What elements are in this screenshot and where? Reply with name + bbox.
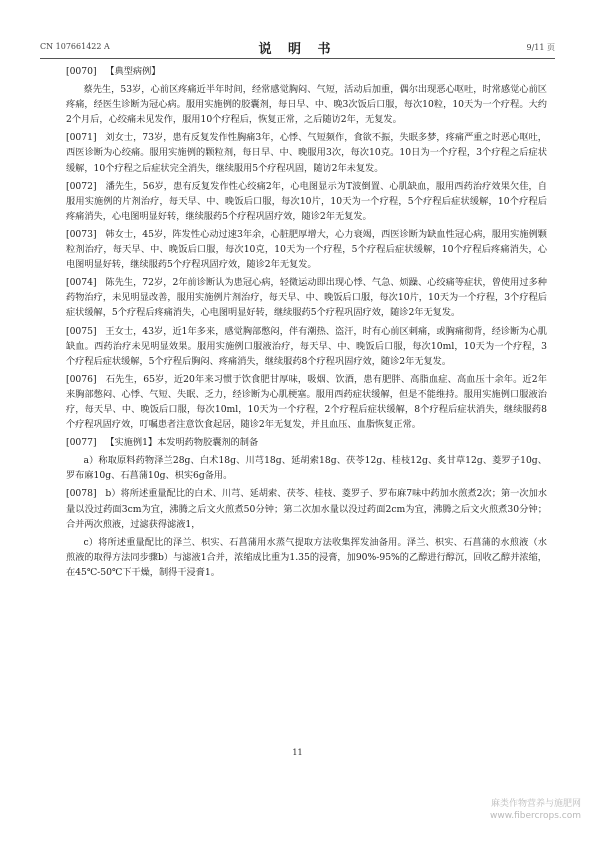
- watermark: [490, 798, 581, 822]
- paragraph-0078: [66, 486, 547, 531]
- paragraph-id: [0074]: [66, 277, 97, 289]
- paragraph-0076: [66, 372, 547, 432]
- publication-number: CN 107661422 A: [40, 42, 110, 51]
- paragraph-0072: [66, 179, 547, 224]
- paragraph-0074: [66, 275, 547, 320]
- paragraph-case-1: [66, 82, 547, 127]
- paragraph-id: [0073]: [66, 228, 97, 240]
- watermark-url: www.fibercrops.com: [490, 811, 581, 821]
- paragraph-id: [0072]: [66, 180, 97, 192]
- page-header: [40, 38, 555, 56]
- paragraph-step-c: [66, 535, 547, 580]
- paragraph-0071: [66, 130, 547, 175]
- watermark-site-name: 麻类作物营养与施肥网: [490, 799, 581, 809]
- paragraph-text: 陈先生，72岁，2年前诊断认为患冠心病，轻微运动即出现心悸、气急、烦躁、心绞痛等症状，曾使用过多种药物治疗，未见明显改善，服用实施例片剂治疗，每天早、中、晚饭后口服，每次10片，10天为一个疗程，3个疗程后症状缓解，5个疗程后疼痛消失，心电图明显好转，继续服药5个疗程巩固疗效，随诊2年无复发。: [66, 277, 547, 319]
- page-info: 9/11 页: [526, 43, 555, 52]
- paragraph-0075: [66, 324, 547, 369]
- paragraph-text: c）将所述重量配比的泽兰、枳实、石菖蒲用水蒸气提取方法收集挥发油备用。泽兰、枳实、石菖蒲的水煎液（水煎液的取得方法同步骤b）与滤液1合并，浓缩成比重为1.35的浸膏，加90%-95%的乙醇进行醇沉，回收乙醇并浓缩，在45℃-50℃下干燥，制得干浸膏1。: [66, 536, 547, 578]
- paragraph-id: [0077]: [66, 437, 97, 449]
- header-rule: [40, 58, 555, 59]
- paragraph-id: [0071]: [66, 132, 97, 144]
- document-title: 说 明 书: [258, 42, 337, 57]
- paragraph-text: a）称取原料药物泽兰28g、白术18g、川芎18g、延胡索18g、茯苓12g、桂枝12g、炙甘草12g、菱罗子10g、罗布麻10g、石菖蒲10g、枳实6g备用。: [66, 455, 547, 482]
- paragraph-text: 韩女士，45岁，阵发性心动过速3年余，心脏肥厚增大，心力衰竭，西医诊断为缺血性冠心病，服用实施例颗粒剂治疗，每天早、中、晚饭后口服，每次10克，10天为一个疗程，5个疗程后症状缓解，10个疗程后疼痛消失，心电图明显好转，继续服药5个疗程巩固疗效，随诊2年无复发。: [66, 228, 547, 271]
- paragraph-text: 蔡先生，53岁，心前区疼痛近半年时间，经常感觉胸闷、气短，活动后加重，偶尔出现恶心呕吐，时常感觉心前区疼痛，经医生诊断为冠心病。服用实施例的胶囊剂，每日早、中、晚3次饭后口服，每次10粒，10天为一个疗程。大约2个月后，心绞痛未见发作，服用10个疗程后，恢复正常，之后随访2年，无复发。: [66, 84, 547, 126]
- paragraph-id: [0075]: [66, 325, 97, 337]
- paragraph-text: b）将所述重量配比的白术、川芎、延胡索、茯苓、桂枝、菱罗子、罗布麻7味中药加水煎煮2次；第一次加水量以没过药面3cm为宜，沸腾之后文火煎煮50分钟；第二次加水量以没过药面2cm为宜，沸腾之后文火煎煮30分钟；合并两次煎液，过滤获得滤液1，: [66, 488, 547, 530]
- document-body: [66, 64, 547, 583]
- paragraph-0070: [66, 64, 547, 79]
- paragraph-text: 【实施例1】本发明药物胶囊剂的制备: [105, 437, 259, 449]
- paragraph-text: 王女士，43岁，近1年多来，感觉胸部憋闷，伴有潮热、盗汗，时有心前区刺痛，或胸痛彻背，经诊断为心肌缺血。西药治疗未见明显效果。服用实施例口服液治疗，每天早、中、晚饭后口服，每次10ml，10天为一个疗程，3个疗程后症状缓解，5个疗程后胸闷、疼痛消失，继续服药8个疗程巩固疗效，随诊2年无复发。: [66, 325, 547, 367]
- paragraph-text: 石先生，65岁，近20年来习惯于饮食肥甘厚味，吸烟、饮酒，患有肥胖、高脂血症、高血压十余年。近2年来胸部憋闷、心悸、气短、失眠、乏力，经诊断为心肌梗塞。服用西药症状缓解，但是不能维持。服用实施例口服液治疗，每天早、中、晚饭后口服，每次10ml，10天为一个疗程，2个疗程后症状缓解，8个疗程后症状消失，继续服药8个疗程巩固疗效，叮嘱患者注意饮食起居，随诊2年无复发，并且血压、血脂恢复正常。: [66, 373, 547, 431]
- paragraph-text: 【典型病例】: [105, 66, 161, 77]
- paragraph-0077: [66, 435, 547, 450]
- paragraph-step-a: [66, 453, 547, 483]
- paragraph-id: [0076]: [66, 373, 97, 385]
- paragraph-text: 潘先生，56岁，患有反复发作性心绞痛2年，心电图显示为T波倒置、心肌缺血，服用西药治疗效果欠佳，自服用实施例的片剂治疗，每天早、中、晚饭后口服，每次10片，10天为一个疗程，5个疗程后症状缓解，10个疗程后疼痛消失，心电图明显好转，继续服药5个疗程巩固疗效，随诊2年无复发。: [66, 180, 547, 222]
- paragraph-text: 刘女士，73岁，患有反复发作性胸痛3年，心悸、气短频作，食欲不振，失眠多梦，疼痛严重之时恶心呕吐，西医诊断为心绞痛。服用实施例的颗粒剂，每日早、中、晚服用3次，每次10克。10日为一个疗程，3个疗程之后症状缓解，10个疗程之后症状完全消失，继续服用5个疗程巩固，随访2年未复发。: [66, 132, 547, 174]
- paragraph-0073: [66, 227, 547, 272]
- paragraph-id: [0070]: [66, 66, 97, 77]
- paragraph-id: [0078]: [66, 488, 97, 500]
- page-number: 11: [292, 748, 303, 757]
